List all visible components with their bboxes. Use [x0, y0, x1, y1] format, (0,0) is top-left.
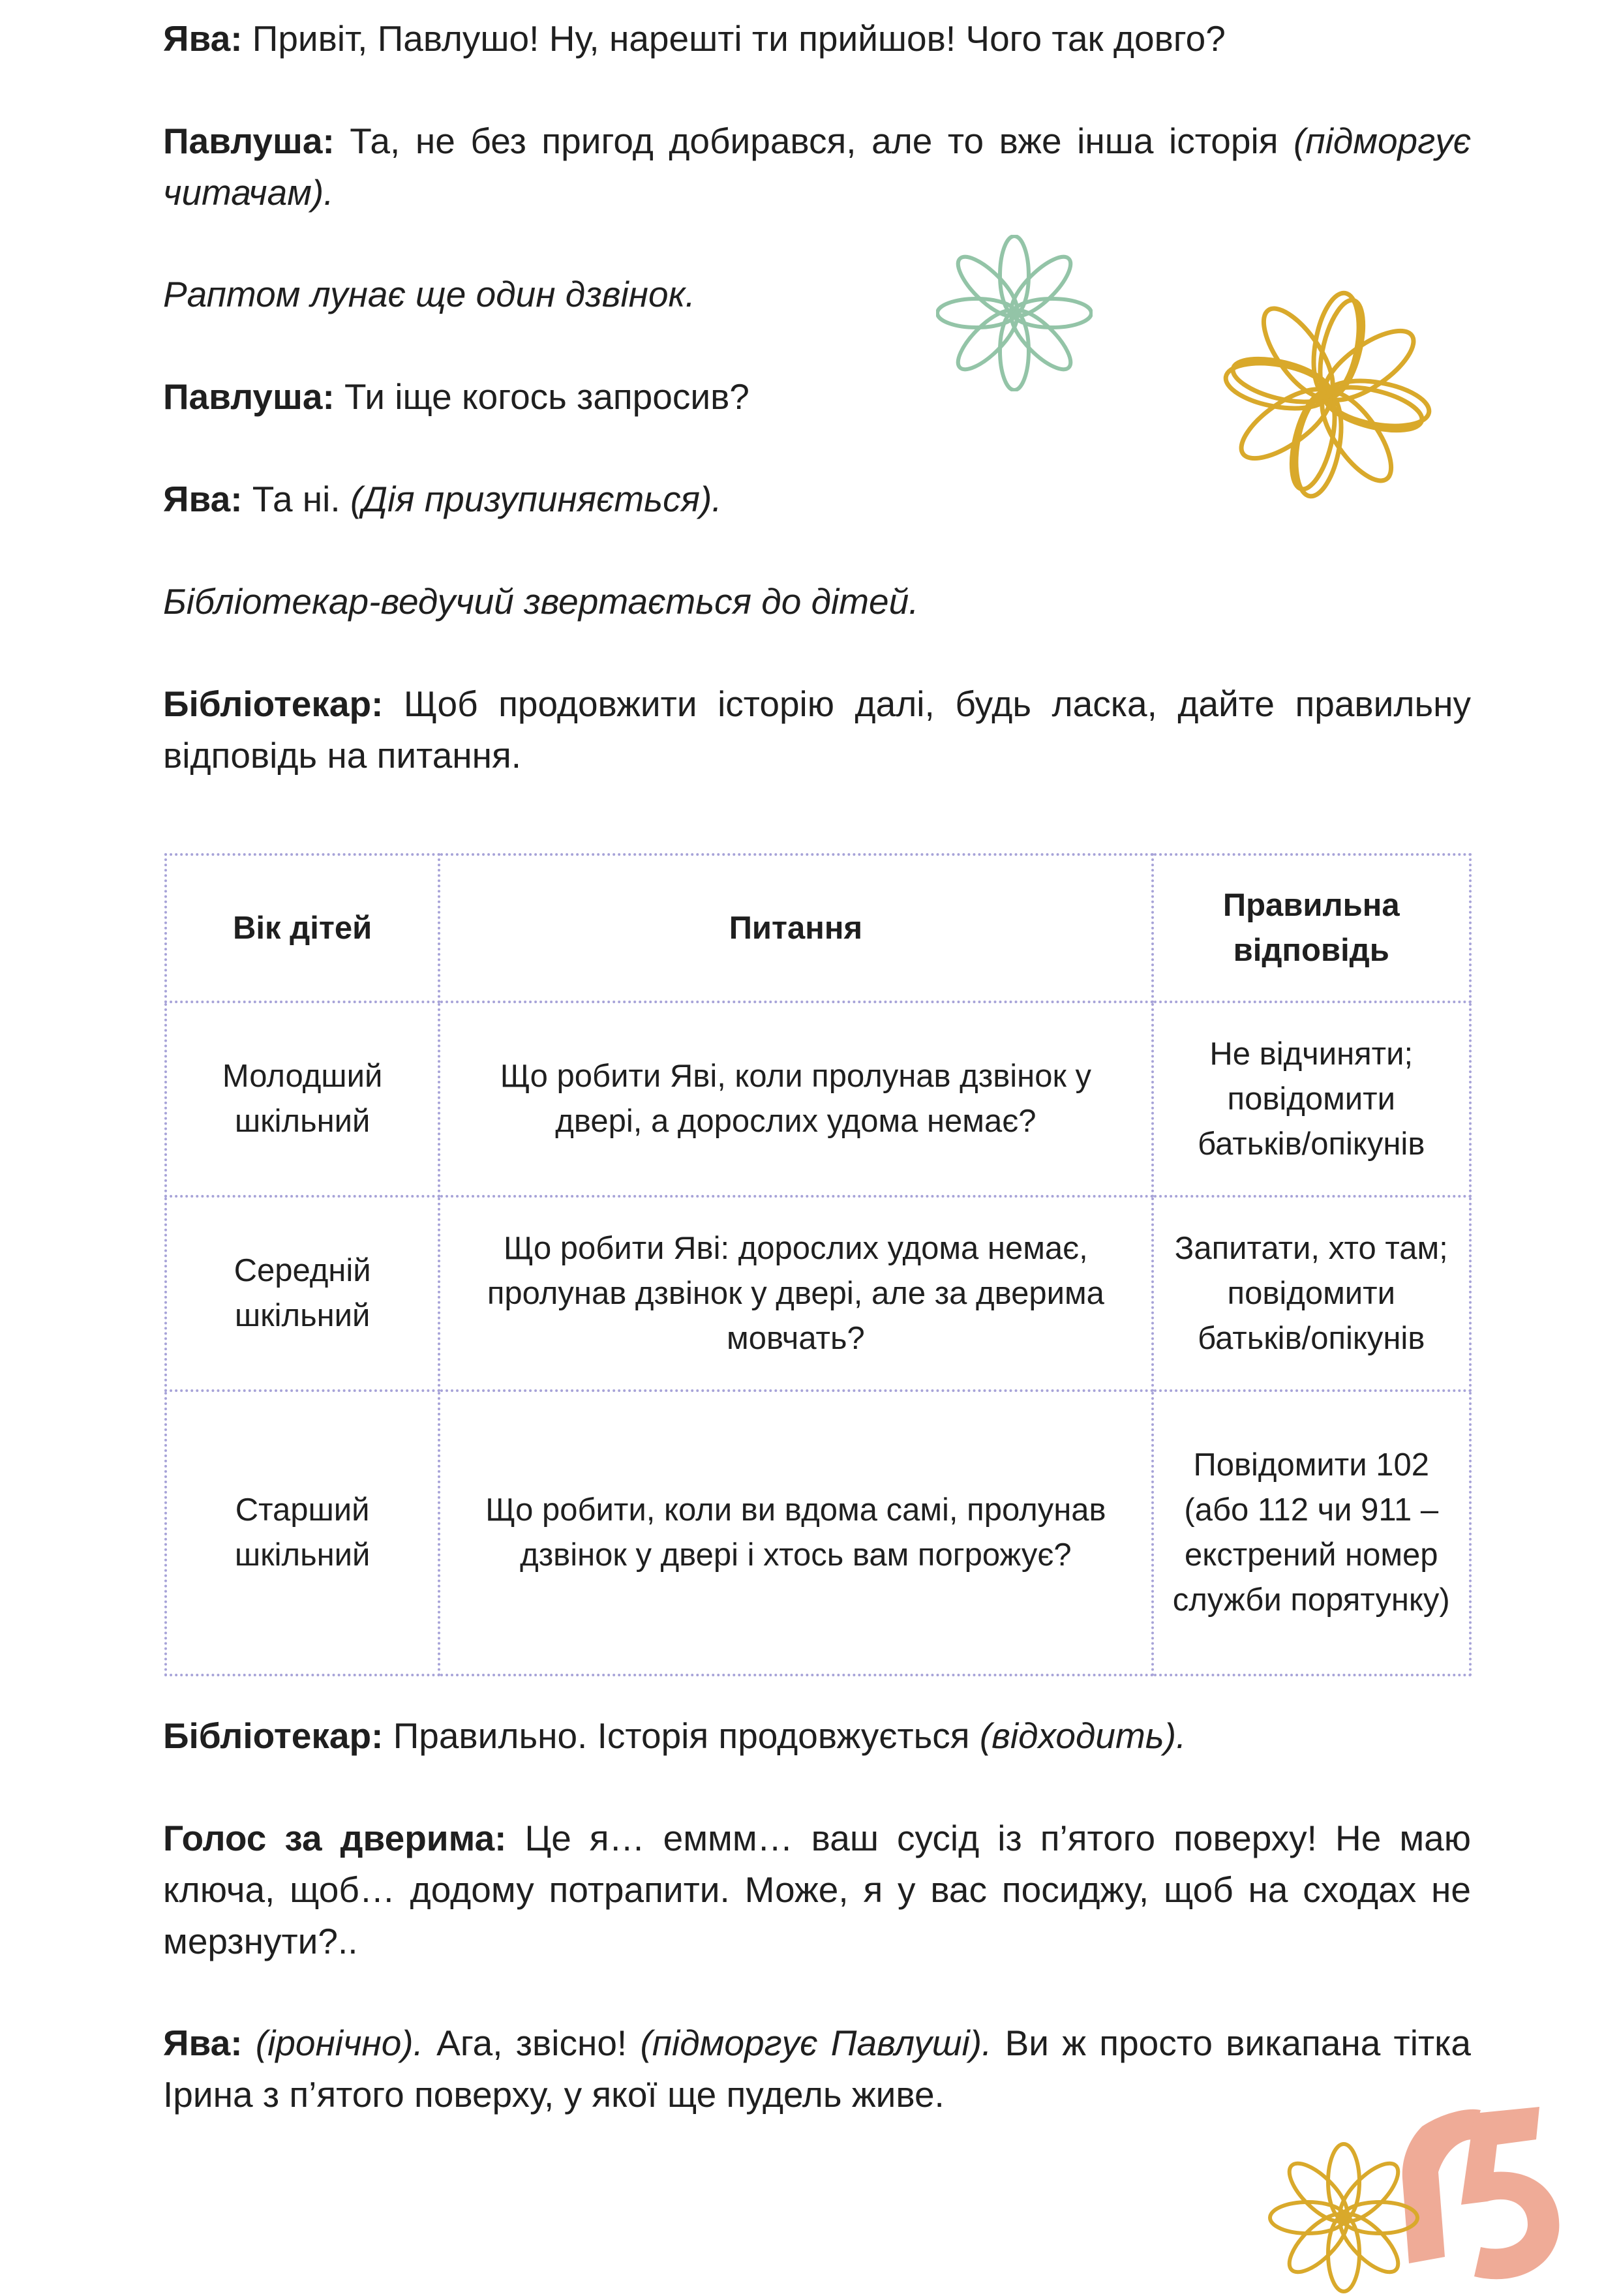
- table-row: [166, 1391, 1470, 1675]
- header-age: Вік дітей: [166, 854, 439, 1002]
- yellow-flower-icon: [1220, 287, 1435, 502]
- line-text: Привіт, Павлушо! Ну, нарешті ти прийшов! Чого так довго?: [242, 18, 1226, 59]
- speaker-name: Бібліотекар:: [163, 1715, 384, 1756]
- dialogue-line-voice-behind-door: [163, 1813, 1471, 1967]
- stage-direction: Бібліотекар-ведучий звертається до дітей.: [163, 581, 919, 622]
- table-row: [166, 1196, 1470, 1391]
- header-question: Питання: [439, 854, 1152, 1002]
- stage-direction: (відходить).: [979, 1715, 1187, 1756]
- dialogue-line-yava-1: [163, 13, 1471, 65]
- line-text: Ти іще когось запросив?: [334, 376, 749, 417]
- stage-direction: (підморгує читачам).: [163, 121, 1471, 213]
- line-text: Щоб продовжити історію далі, будь ласка, дайте правильну відповідь на питання.: [163, 684, 1471, 776]
- speaker-name: Ява:: [163, 2023, 243, 2063]
- table-row: [166, 1002, 1470, 1196]
- speaker-name: Голос за дверима:: [163, 1818, 507, 1858]
- stage-direction: Раптом лунає ще один дзвінок.: [163, 274, 695, 314]
- speaker-name: Павлуша:: [163, 121, 335, 161]
- line-text: Це я… еммм… ваш сусід із п’ятого поверху! Не маю ключа, щоб… додому потрапити. Може, я у вас посиджу, щоб на сходах не мерзнути?..: [163, 1818, 1471, 1961]
- line-text: [243, 2023, 256, 2063]
- cell-question: Що робити Яві: дорослих удома немає, пролунав дзвінок у двері, але за дверима мовчать?: [439, 1196, 1152, 1391]
- cell-question: Що робити, коли ви вдома самі, пролунав дзвінок у двері і хтось вам погрожує?: [439, 1391, 1152, 1675]
- line-text: Ага, звісно!: [423, 2023, 641, 2063]
- cell-age: Молодший шкільний: [166, 1002, 439, 1196]
- green-flower-icon: [936, 235, 1093, 391]
- line-text: Та, не без пригод добирався, але то вже інша історія: [334, 121, 1294, 161]
- dialogue-line-yava-3: [163, 2017, 1471, 2121]
- quiz-table: [164, 853, 1472, 1676]
- stage-direction: (Дія призупиняється).: [350, 479, 722, 519]
- cell-question: Що робити Яві, коли пролунав дзвінок у двері, а дорослих удома немає?: [439, 1002, 1152, 1196]
- speaker-name: Ява:: [163, 18, 243, 59]
- stage-direction: (підморгує Павлуші).: [640, 2023, 992, 2063]
- speaker-name: Ява:: [163, 479, 243, 519]
- line-text: Правильно. Історія продовжується: [383, 1715, 980, 1756]
- dialogue-line-librarian-1: [163, 678, 1471, 781]
- dialogue-line-librarian-2: [163, 1710, 1471, 1762]
- cell-age: Старший шкільний: [166, 1391, 439, 1675]
- small-yellow-flower-icon: [1265, 2139, 1422, 2296]
- dialogue-line-pavlusha-1: [163, 115, 1471, 219]
- cell-age: Середній шкільний: [166, 1196, 439, 1391]
- header-answer: Правильна відповідь: [1153, 854, 1470, 1002]
- stage-direction-librarian: [163, 576, 1471, 627]
- line-text: Ви ж просто викапана тітка Ірина з п’ятого поверху, у якої ще пудель живе.: [163, 2023, 1471, 2115]
- cell-answer: Не відчиняти; повідомити батьків/опікунів: [1153, 1002, 1470, 1196]
- table-header-row: [166, 854, 1470, 1002]
- speaker-name: Бібліотекар:: [163, 684, 384, 724]
- speaker-name: Павлуша:: [163, 376, 335, 417]
- line-text: Та ні.: [242, 479, 350, 519]
- cell-answer: Повідомити 102 (або 112 чи 911 – екстрений номер служби порятунку): [1153, 1391, 1470, 1675]
- cell-answer: Запитати, хто там; повідомити батьків/опікунів: [1153, 1196, 1470, 1391]
- stage-direction: (іронічно).: [255, 2023, 423, 2063]
